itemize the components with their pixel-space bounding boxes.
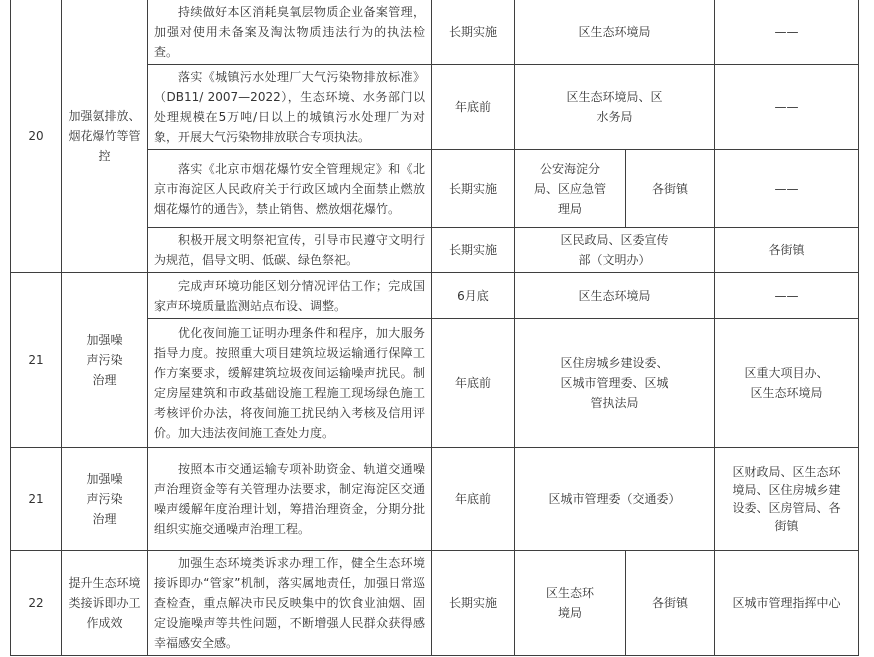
time-limit: 长期实施 <box>432 551 515 656</box>
task-item: 提升生态环境类接诉即办工作成效 <box>62 551 148 656</box>
row-number: 22 <box>11 551 62 656</box>
lead-unit: 公安海淀分局、区应急管理局 <box>515 150 626 228</box>
table-row <box>11 273 859 319</box>
task-item: 加强噪声污染治理 <box>62 448 148 551</box>
task-description: 积极开展文明祭祀宣传，引导市民遵守文明行为规范，倡导文明、低碳、绿色祭祀。 <box>148 228 432 273</box>
lead-unit: 区生态环境局 <box>515 0 715 65</box>
lead-unit: 区民政局、区委宣传部（文明办） <box>515 228 715 273</box>
lead-unit: 区生态环境局 <box>515 551 626 656</box>
table-row <box>11 551 859 656</box>
lead-unit: 区生态环境局 <box>515 273 715 319</box>
time-limit: 年底前 <box>432 448 515 551</box>
task-item: 加强噪声污染治理 <box>62 273 148 448</box>
time-limit: 长期实施 <box>432 0 515 65</box>
lead-unit: 区生态环境局、区水务局 <box>515 65 715 150</box>
cooperating-unit: —— <box>715 65 859 150</box>
lead-unit-secondary: 各街镇 <box>626 551 715 656</box>
lead-unit: 区城市管理委（交通委） <box>515 448 715 551</box>
time-limit: 6月底 <box>432 273 515 319</box>
task-description: 落实《北京市烟花爆竹安全管理规定》和《北京市海淀区人民政府关于行政区域内全面禁止燃放烟花爆竹的通告》，禁止销售、燃放烟花爆竹。 <box>148 150 432 228</box>
task-item: 加强氨排放、烟花爆竹等管控 <box>62 0 148 273</box>
cooperating-unit: 各街镇 <box>715 228 859 273</box>
table-row <box>11 0 859 65</box>
task-description: 优化夜间施工证明办理条件和程序，加大服务指导力度。按照重大项目建筑垃圾运输通行保障工作方案要求，缓解建筑垃圾夜间运输噪声扰民。制定房屋建筑和市政基础设施工程施工现场绿色施工考核评价办法，将夜间施工扰民纳入考核及信用评价。加大违法夜间施工查处力度。 <box>148 319 432 448</box>
task-description: 加强生态环境类诉求办理工作，健全生态环境接诉即办“管家”机制，落实属地责任，加强日常巡查检查，重点解决市民反映集中的饮食业油烟、固定设施噪声等共性问题，不断增强人民群众获得感幸福感安全感。 <box>148 551 432 656</box>
time-limit: 年底前 <box>432 319 515 448</box>
time-limit: 长期实施 <box>432 150 515 228</box>
cooperating-unit: —— <box>715 273 859 319</box>
task-description: 按照本市交通运输专项补助资金、轨道交通噪声治理资金等有关管理办法要求，制定海淀区交通噪声缓解年度治理计划，筹措治理资金，分期分批组织实施交通噪声治理工程。 <box>148 448 432 551</box>
table-row <box>11 448 859 551</box>
row-number: 21 <box>11 273 62 448</box>
row-number: 21 <box>11 448 62 551</box>
time-limit: 年底前 <box>432 65 515 150</box>
lead-unit-secondary: 各街镇 <box>626 150 715 228</box>
cooperating-unit: 区财政局、区生态环境局、区住房城乡建设委、区房管局、各街镇 <box>715 448 859 551</box>
task-description: 落实《城镇污水处理厂大气污染物排放标准》（DB11/ 2007—2022），生态环境、水务部门以处理规模在5万吨/日以上的城镇污水处理厂为对象，开展大气污染物排放联合专项执法。 <box>148 65 432 150</box>
cooperating-unit: —— <box>715 0 859 65</box>
cooperating-unit: —— <box>715 150 859 228</box>
lead-unit: 区住房城乡建设委、区城市管理委、区城管执法局 <box>515 319 715 448</box>
task-description: 持续做好本区消耗臭氧层物质企业备案管理，加强对使用未备案及淘汰物质违法行为的执法检查。 <box>148 0 432 65</box>
cooperating-unit: 区城市管理指挥中心 <box>715 551 859 656</box>
row-number: 20 <box>11 0 62 273</box>
task-description: 完成声环境功能区划分情况评估工作；完成国家声环境质量监测站点布设、调整。 <box>148 273 432 319</box>
time-limit: 长期实施 <box>432 228 515 273</box>
cooperating-unit: 区重大项目办、区生态环境局 <box>715 319 859 448</box>
measures-table <box>10 0 859 656</box>
